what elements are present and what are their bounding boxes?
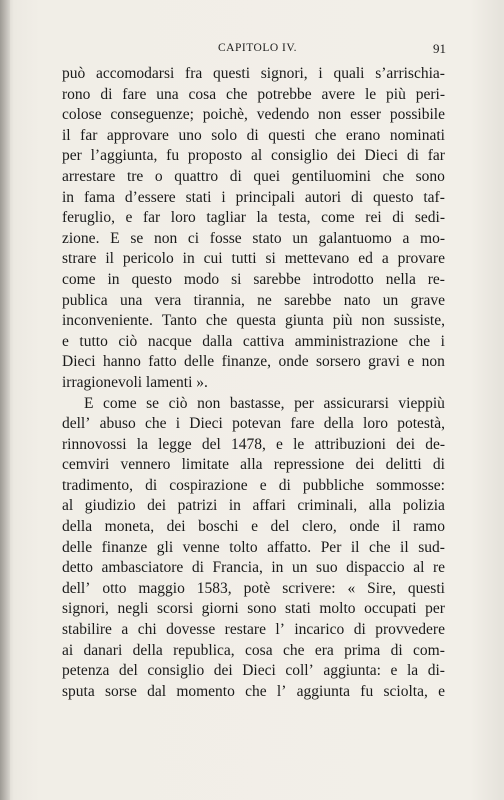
text-line: il far approvare uno solo di questi che erano nominati <box>62 126 445 144</box>
text-line: cemviri vennero limitate alla repressione dei delitti di <box>62 456 445 474</box>
text-line: zione. E se non ci fosse stato un galantuomo a mo- <box>62 229 445 247</box>
text-line: stabilire a chi dovesse restare l’ incarico di provvedere <box>62 621 445 639</box>
text-line: tradimento, di cospirazione e di pubbliche sommosse: <box>62 476 445 494</box>
text-line: arrestare tre o quattro di quei gentiluomini che sono <box>62 167 445 185</box>
text-line: per l’aggiunta, fu proposto al consiglio dei Dieci di far <box>62 147 445 165</box>
page-header <box>62 38 446 58</box>
text-line: ai danari della republica, cosa che era prima di com- <box>62 641 445 659</box>
text-line: irragionevoli lamenti ». <box>62 373 208 391</box>
page-number: 91 <box>433 41 446 56</box>
text-line: inconveniente. Tanto che questa giunta più non sussiste, <box>62 312 445 330</box>
running-title: CAPITOLO IV. <box>218 42 298 54</box>
text-line: strare il pericolo in cui tutti si mettevano ed a provare <box>62 250 445 268</box>
text-line: detto ambasciatore di Francia, in un suo dispaccio al re <box>62 559 445 577</box>
text-line: può accomodarsi fra questi signori, i quali s’arrischia- <box>62 65 445 82</box>
text-line: come in questo modo si sarebbe introdotto nella re- <box>62 270 445 288</box>
text-line: signori, negli scorsi giorni sono stati molto occupati per <box>62 600 445 618</box>
text-line: della moneta, dei boschi e del clero, onde il ramo <box>62 518 445 536</box>
text-line: rono di fare una cosa che potrebbe avere le più peri- <box>62 85 445 103</box>
text-line: E come se ciò non bastasse, per assicurarsi vieppiù <box>84 394 445 412</box>
text-line: in fama d’essere stati i principali autori di questo taf- <box>62 188 445 206</box>
text-line: feruglio, e far loro tagliar la testa, come rei di sedi- <box>62 209 445 227</box>
text-line: delle finanze gli venne tolto affatto. Per il che il sud- <box>62 538 445 556</box>
text-line: petenza del consiglio dei Dieci coll’ aggiunta: e la di- <box>62 662 445 680</box>
body-text <box>62 64 445 702</box>
text-line: dell’ abuso che i Dieci potevan fare della loro potestà, <box>62 415 445 433</box>
text-line: sputa sorse dal momento che l’ aggiunta fu sciolta, e <box>62 682 445 700</box>
text-line: publica una vera tirannia, ne sarebbe nato un grave <box>62 291 445 309</box>
text-line: al giudizio dei patrizi in affari criminali, alla polizia <box>62 497 445 515</box>
text-line: dell’ otto maggio 1583, potè scrivere: « Sire, questi <box>62 579 445 597</box>
text-line: rinnovossi la legge del 1478, e le attribuzioni dei de- <box>62 435 445 453</box>
text-line: e tutto ciò nacque dalla cattiva amministrazione che i <box>62 332 445 350</box>
binding-shadow <box>0 0 10 800</box>
text-line: Dieci hanno fatto delle finanze, onde sorsero gravi e non <box>62 353 445 371</box>
text-line: colose conseguenze; poichè, vedendo non esser possibile <box>62 106 445 124</box>
